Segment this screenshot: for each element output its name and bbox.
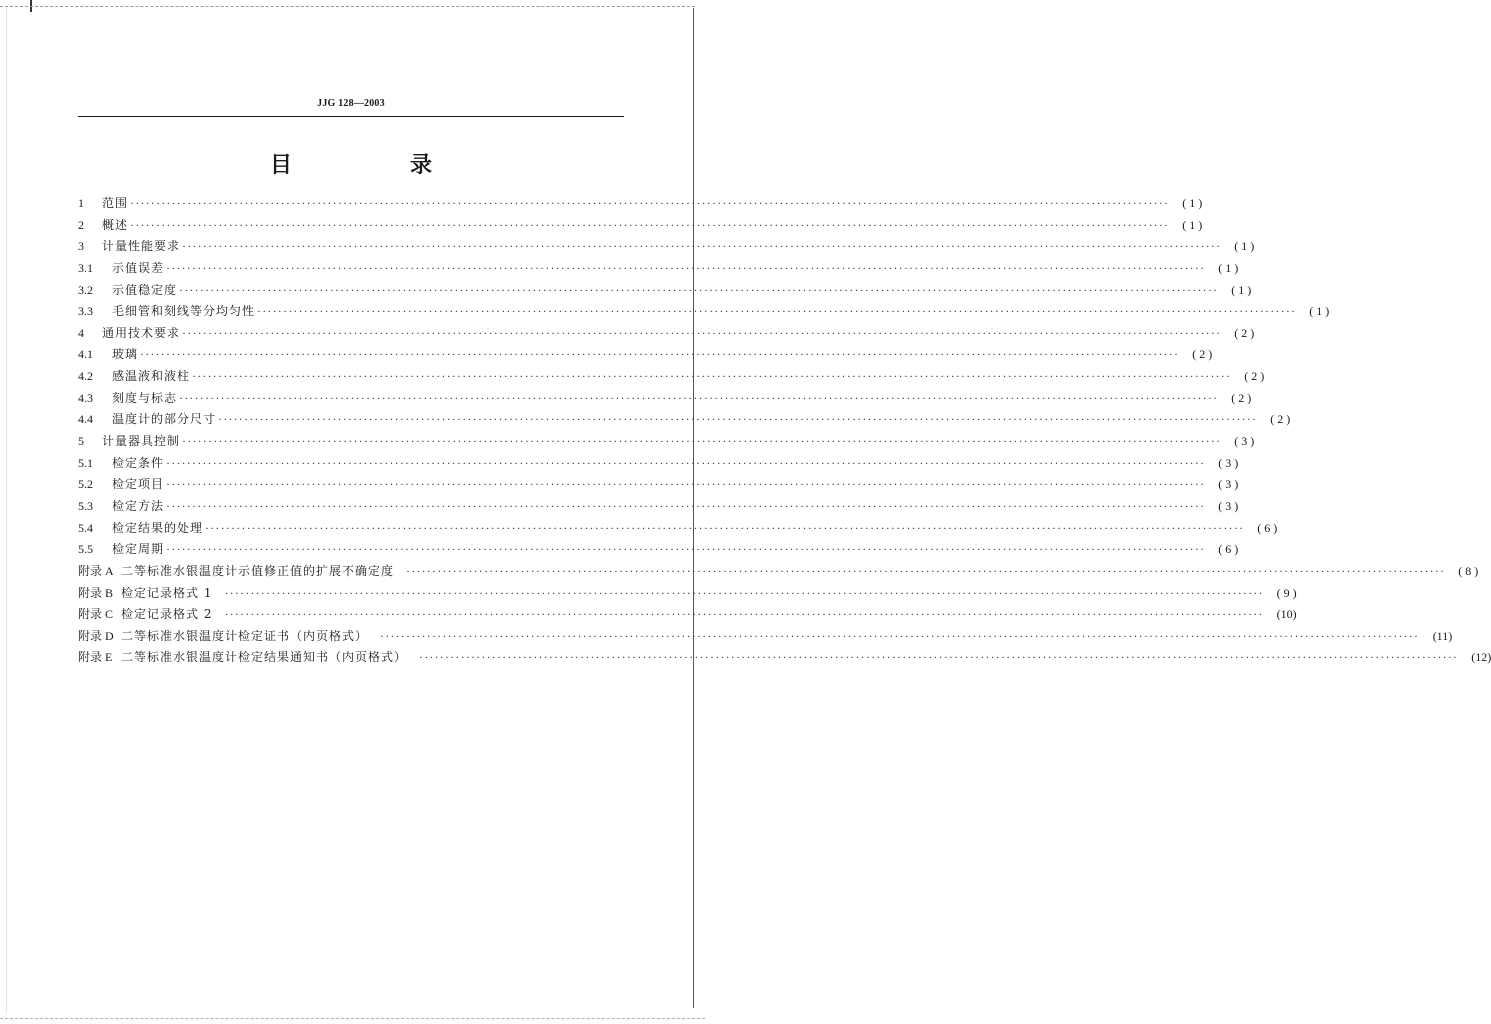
- toc-entry[interactable]: [78, 324, 1255, 346]
- running-header: JJG 128—2003: [317, 98, 385, 109]
- toc-entry-title: 检定周期: [112, 542, 165, 557]
- toc-entry-number: 1: [78, 196, 84, 210]
- scan-edge-left: [6, 8, 7, 1013]
- toc-entry-title: 检定项目: [112, 477, 165, 492]
- toc-entry[interactable]: [78, 475, 1239, 497]
- toc-entry[interactable]: [78, 259, 1239, 281]
- toc-entry-page: (10): [1276, 607, 1297, 622]
- toc-leader-dots: ········································································································································································································: [224, 607, 1264, 622]
- toc-entry-number: 5.4: [78, 520, 93, 535]
- toc-entry-title: 计量器具控制: [102, 434, 181, 449]
- toc-entry-page: ( 2 ): [1234, 325, 1255, 340]
- toc-entry-number: 5.5: [78, 542, 93, 557]
- toc-entry-page: ( 1 ): [1182, 217, 1203, 232]
- toc-entry-page: ( 3 ): [1218, 455, 1239, 470]
- toc-entry-title: 检定方法: [112, 498, 165, 513]
- toc-leader-dots: ········································································································································································································: [182, 434, 1222, 449]
- toc-entry[interactable]: [78, 410, 1291, 432]
- toc-entry[interactable]: [78, 367, 1265, 389]
- toc-entry[interactable]: [78, 540, 1239, 562]
- toc-entry-page: ( 8 ): [1458, 563, 1479, 578]
- toc-entry[interactable]: [78, 562, 1479, 584]
- toc-leader-dots: ········································································································································································································: [179, 390, 1219, 405]
- toc-leader-dots: ········································································································································································································: [257, 304, 1297, 319]
- toc-leader-dots: ········································································································································································································: [192, 369, 1232, 384]
- toc-entry-title: 玻璃: [112, 347, 139, 362]
- toc-entry-title: 二等标准水银温度计示值修正值的扩展不确定度: [121, 563, 395, 578]
- toc-entry-page: ( 6 ): [1218, 542, 1239, 557]
- toc-leader-dots: ········································································································································································································: [179, 282, 1219, 297]
- toc-entry[interactable]: [78, 432, 1255, 454]
- toc-entry-number: 3.3: [78, 304, 93, 319]
- toc-entry-page: ( 2 ): [1244, 369, 1265, 384]
- toc-entry-number: 5.1: [78, 455, 93, 470]
- page-title: 目 录: [269, 153, 480, 178]
- toc-entry-number: 附录 B: [78, 585, 114, 600]
- header-rule: [78, 116, 624, 117]
- toc-leader-dots: ········································································································································································································: [166, 477, 1206, 492]
- toc-entry-page: ( 1 ): [1234, 239, 1255, 254]
- toc-entry-title: 检定条件: [112, 455, 165, 470]
- toc-leader-dots: ········································································································································································································: [224, 585, 1264, 600]
- toc-entry-title: 示值误差: [112, 260, 165, 275]
- toc-entry[interactable]: [78, 605, 1297, 627]
- toc-entry-title: 检定记录格式 1: [121, 585, 213, 600]
- toc-entry[interactable]: [78, 389, 1252, 411]
- toc-entry-number: 5.3: [78, 498, 93, 513]
- toc-entry-title: 通用技术要求: [102, 325, 181, 340]
- toc-leader-dots: ········································································································································································································: [380, 628, 1420, 643]
- toc-entry-page: ( 3 ): [1218, 477, 1239, 492]
- toc-entry-title: 检定结果的处理: [112, 520, 204, 535]
- toc-entry-title: 概述: [102, 217, 129, 232]
- toc-entry-title: 二等标准水银温度计检定结果通知书（内页格式）: [121, 650, 408, 665]
- toc-entry-title: 刻度与标志: [112, 390, 178, 405]
- toc-entry[interactable]: [78, 627, 1453, 649]
- toc-leader-dots: ········································································································································································································: [182, 239, 1222, 254]
- toc-entry[interactable]: [78, 519, 1278, 541]
- toc-leader-dots: ········································································································································································································: [166, 498, 1206, 513]
- toc-entry-number: 2: [78, 217, 84, 232]
- toc-entry-page: ( 9 ): [1276, 585, 1297, 600]
- toc-entry-number: 3: [78, 239, 84, 254]
- toc-entry-number: 3.1: [78, 260, 93, 275]
- toc-entry[interactable]: [78, 194, 1203, 216]
- toc-leader-dots: ········································································································································································································: [130, 217, 1170, 232]
- toc-entry-title: 温度计的部分尺寸: [112, 412, 217, 427]
- toc-entry-number: 3.2: [78, 282, 93, 297]
- toc-entry-number: 4.3: [78, 390, 93, 405]
- toc-entry-page: ( 1 ): [1218, 260, 1239, 275]
- toc-entry[interactable]: [78, 237, 1255, 259]
- toc-entry-title: 计量性能要求: [102, 239, 181, 254]
- toc-entry-number: 4: [78, 325, 84, 340]
- toc-leader-dots: ········································································································································································································: [130, 196, 1170, 210]
- toc-leader-dots: ········································································································································································································: [166, 455, 1206, 470]
- toc-leader-dots: ········································································································································································································: [406, 563, 1446, 578]
- toc-entry[interactable]: [78, 302, 1330, 324]
- toc-entry-page: ( 1 ): [1231, 282, 1252, 297]
- toc-entry-number: 4.2: [78, 369, 93, 384]
- toc-entry-page: ( 3 ): [1218, 498, 1239, 513]
- toc-entry-page: ( 2 ): [1192, 347, 1213, 362]
- toc-entry-page: (12): [1471, 650, 1491, 665]
- toc-entry-number: 附录 C: [78, 607, 114, 622]
- toc-entry-title: 检定记录格式 2: [121, 607, 213, 622]
- toc-entry-page: ( 2 ): [1270, 412, 1291, 427]
- toc-entry-title: 示值稳定度: [112, 282, 178, 297]
- toc-entry-title: 二等标准水银温度计检定证书（内页格式）: [121, 628, 369, 643]
- toc-entry-title: 感温液和液柱: [112, 369, 191, 384]
- toc-entry-number: 5: [78, 434, 84, 449]
- toc-leader-dots: ········································································································································································································: [218, 412, 1258, 427]
- toc-leader-dots: ········································································································································································································: [205, 520, 1245, 535]
- toc-entry-page: ( 2 ): [1231, 390, 1252, 405]
- toc-leader-dots: ········································································································································································································: [166, 260, 1206, 275]
- scan-edge-top: [0, 6, 695, 7]
- toc-entry-page: ( 3 ): [1234, 434, 1255, 449]
- toc-entry-title: 毛细管和刻线等分均匀性: [112, 304, 256, 319]
- toc-entry[interactable]: [78, 454, 1239, 476]
- toc-entry-page: ( 6 ): [1257, 520, 1278, 535]
- toc-entry[interactable]: [78, 648, 1491, 670]
- table-of-contents: [78, 194, 1491, 670]
- scan-edge-bottom: [0, 1018, 705, 1019]
- toc-entry-page: ( 1 ): [1182, 196, 1203, 210]
- toc-entry-page: ( 1 ): [1309, 304, 1330, 319]
- toc-entry-number: 附录 A: [78, 563, 114, 578]
- toc-entry-number: 4.1: [78, 347, 93, 362]
- toc-leader-dots: ········································································································································································································: [182, 325, 1222, 340]
- toc-entry[interactable]: [78, 584, 1297, 606]
- toc-leader-dots: ········································································································································································································: [419, 650, 1459, 665]
- toc-entry-number: 附录 D: [78, 628, 114, 643]
- toc-entry-number: 附录 E: [78, 650, 113, 665]
- toc-entry[interactable]: [78, 281, 1252, 303]
- toc-entry-title: 范围: [102, 196, 129, 210]
- toc-entry-number: 5.2: [78, 477, 93, 492]
- toc-leader-dots: ········································································································································································································: [166, 542, 1206, 557]
- toc-entry-number: 4.4: [78, 412, 93, 427]
- toc-entry[interactable]: [78, 497, 1239, 519]
- toc-entry[interactable]: [78, 345, 1213, 367]
- toc-entry-page: (11): [1432, 628, 1453, 643]
- toc-leader-dots: ········································································································································································································: [140, 347, 1180, 362]
- toc-entry[interactable]: [78, 216, 1203, 238]
